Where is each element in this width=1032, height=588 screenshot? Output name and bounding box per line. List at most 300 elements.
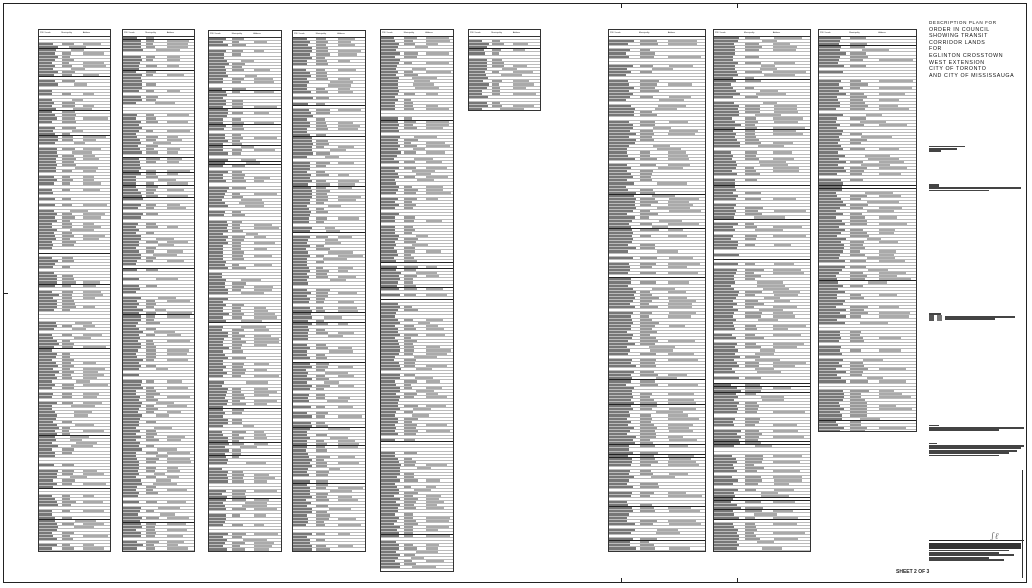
cell-text-bar xyxy=(232,227,240,229)
cell-text-bar xyxy=(158,186,167,188)
cell-text-bar xyxy=(209,143,223,145)
cell-text-bar xyxy=(130,93,138,95)
cell-text-bar xyxy=(316,264,325,266)
cell-text-bar xyxy=(338,292,357,294)
cell-text-bar xyxy=(293,434,307,436)
cell-text-bar xyxy=(316,69,325,71)
cell-text-bar xyxy=(293,63,307,65)
cell-text-bar xyxy=(62,359,75,361)
cell-text-bar xyxy=(316,548,330,550)
cell-text-bar xyxy=(254,480,268,482)
cell-text-bar xyxy=(209,286,225,288)
cell-text-bar xyxy=(293,84,307,86)
cell-text-bar xyxy=(232,236,245,238)
cell-text-bar xyxy=(167,114,189,116)
cell-text-bar xyxy=(146,241,159,243)
cell-text-bar xyxy=(155,309,166,311)
cell-text-bar xyxy=(209,47,218,49)
cell-text-bar xyxy=(293,548,312,550)
cell-text-bar xyxy=(146,442,154,444)
cell-text-bar xyxy=(239,434,253,436)
cell-text-bar xyxy=(325,329,337,331)
cell-text-bar xyxy=(146,315,155,317)
cell-text-bar xyxy=(209,171,228,173)
cell-text-bar xyxy=(146,517,159,519)
cell-text-bar xyxy=(316,276,328,278)
cell-text-bar xyxy=(316,125,327,127)
cell-text-bar xyxy=(232,434,239,436)
cell-text-bar xyxy=(328,41,338,43)
cell-text-bar xyxy=(154,232,167,234)
cell-text-bar xyxy=(123,254,141,256)
cell-text-bar xyxy=(209,403,227,405)
cell-text-bar xyxy=(209,490,226,492)
cell-text-bar xyxy=(325,310,337,312)
cell-text-bar xyxy=(338,440,355,442)
cell-text-bar xyxy=(246,499,254,501)
cell-text-bar xyxy=(307,38,316,40)
cell-text-bar xyxy=(209,38,226,40)
cell-text-bar xyxy=(232,38,244,40)
cell-text-bar xyxy=(62,111,75,113)
cell-text-bar xyxy=(209,69,226,71)
cell-text-bar xyxy=(209,350,223,352)
cell-text-bar xyxy=(308,282,316,284)
cell-text-bar xyxy=(156,430,167,432)
cell-text-bar xyxy=(146,544,154,546)
cell-text-bar xyxy=(123,297,141,299)
cell-text-bar xyxy=(232,335,245,337)
cell-text-bar xyxy=(232,171,242,173)
cell-text-bar xyxy=(83,384,108,386)
cell-text-bar xyxy=(146,244,159,246)
cell-text-bar xyxy=(232,545,240,547)
cell-text-bar xyxy=(39,269,46,271)
cell-text-bar xyxy=(293,251,308,253)
cell-text-bar xyxy=(167,170,190,172)
cell-text-bar xyxy=(62,266,71,268)
cell-text-bar xyxy=(240,545,254,547)
cell-text-bar xyxy=(123,37,137,39)
cell-text-bar xyxy=(327,449,338,451)
cell-text-bar xyxy=(232,245,241,247)
cell-text-bar xyxy=(74,526,94,528)
cell-text-bar xyxy=(45,195,53,197)
cell-text-bar xyxy=(245,493,254,495)
cell-text-bar xyxy=(74,343,83,345)
cell-text-bar xyxy=(146,80,159,82)
cell-text-bar xyxy=(62,384,74,386)
cell-text-bar xyxy=(167,46,188,48)
cell-text-bar xyxy=(129,498,138,500)
cell-text-bar xyxy=(293,57,312,59)
cell-text-bar xyxy=(62,436,71,438)
cell-text-bar xyxy=(325,298,337,300)
cell-text-bar xyxy=(293,533,312,535)
cell-text-bar xyxy=(241,118,254,120)
cell-text-bar xyxy=(52,226,62,228)
cell-text-bar xyxy=(240,224,254,226)
cell-text-bar xyxy=(123,127,142,129)
cell-text-bar xyxy=(123,40,141,42)
cell-text-bar xyxy=(76,127,83,129)
cell-text-bar xyxy=(309,329,316,331)
cell-text-bar xyxy=(123,229,139,231)
cell-text-bar xyxy=(39,117,57,119)
cell-text-bar xyxy=(240,227,254,229)
cell-text-bar xyxy=(325,118,338,120)
cell-text-bar xyxy=(83,393,99,395)
cell-text-bar xyxy=(209,338,224,340)
cell-text-bar xyxy=(223,406,232,408)
cell-text-bar xyxy=(123,359,143,361)
cell-text-bar xyxy=(232,97,245,99)
cell-text-bar xyxy=(243,137,254,139)
cell-text-bar xyxy=(246,88,254,90)
cell-text-bar xyxy=(54,346,62,348)
cell-text-bar xyxy=(39,192,53,194)
cell-text-bar xyxy=(153,260,167,262)
cell-text-bar xyxy=(123,532,141,534)
cell-text-bar xyxy=(242,171,254,173)
cell-text-bar xyxy=(146,238,157,240)
cell-text-bar xyxy=(254,437,267,439)
cell-text-bar xyxy=(241,81,253,83)
cell-text-bar xyxy=(39,46,58,48)
cell-text-bar xyxy=(327,60,338,62)
cell-text-bar xyxy=(54,210,62,212)
cell-text-bar xyxy=(156,204,167,206)
cell-text-bar xyxy=(293,258,307,260)
cell-text-bar xyxy=(307,536,316,538)
cell-text-bar xyxy=(293,202,310,204)
cell-text-bar xyxy=(338,183,355,185)
cell-text-bar xyxy=(223,146,232,148)
cell-text-bar xyxy=(316,242,325,244)
cell-text-bar xyxy=(209,508,226,510)
cell-text-bar xyxy=(244,409,253,411)
cell-text-bar xyxy=(123,170,139,172)
cell-text-bar xyxy=(156,312,167,314)
cell-text-bar xyxy=(136,117,145,119)
cell-text-bar xyxy=(146,541,159,543)
cell-text-bar xyxy=(52,359,61,361)
cell-text-bar xyxy=(154,510,167,512)
cell-text-bar xyxy=(316,78,328,80)
cell-text-bar xyxy=(293,69,306,71)
cell-text-bar xyxy=(146,226,159,228)
cell-text-bar xyxy=(39,436,55,438)
cell-text-bar xyxy=(155,300,167,302)
cell-text-bar xyxy=(241,245,254,247)
cell-text-bar xyxy=(316,335,328,337)
cell-text-bar xyxy=(73,139,83,141)
cell-text-bar xyxy=(146,74,153,76)
cell-text-bar xyxy=(146,427,154,429)
cell-text-bar xyxy=(246,187,254,189)
cell-text-bar xyxy=(146,303,157,305)
cell-text-bar xyxy=(293,255,310,257)
cell-text-bar xyxy=(316,378,329,380)
cell-text-bar xyxy=(232,422,242,424)
cell-text-bar xyxy=(293,50,312,52)
cell-text-bar xyxy=(146,40,154,42)
cell-text-bar xyxy=(338,545,353,547)
cell-text-bar xyxy=(309,109,316,111)
cell-text-bar xyxy=(338,446,358,448)
cell-text-bar xyxy=(232,360,240,362)
cell-text-bar xyxy=(244,363,253,365)
cell-text-bar xyxy=(42,77,56,79)
cell-text-bar xyxy=(254,363,270,365)
cell-text-bar xyxy=(330,456,338,458)
cell-text-bar xyxy=(53,368,62,370)
cell-text-bar xyxy=(307,471,316,473)
cell-text-bar xyxy=(240,91,254,93)
cell-text-bar xyxy=(241,289,253,291)
cell-text-bar xyxy=(70,436,89,438)
cell-text-bar xyxy=(293,335,308,337)
cell-text-bar xyxy=(39,229,57,231)
cell-text-bar xyxy=(246,381,268,383)
cell-text-bar xyxy=(146,510,155,512)
cell-text-bar xyxy=(62,544,70,546)
cell-text-bar xyxy=(254,514,266,516)
cell-text-bar xyxy=(123,65,139,67)
cell-text-bar xyxy=(209,289,228,291)
cell-text-bar xyxy=(209,273,222,275)
cell-text-bar xyxy=(146,390,156,392)
cell-text-bar xyxy=(70,356,83,358)
cell-text-bar xyxy=(223,81,232,83)
cell-text-bar xyxy=(293,159,301,161)
cell-text-bar xyxy=(223,143,232,145)
cell-text-bar xyxy=(307,354,316,356)
cell-text-bar xyxy=(293,190,312,192)
cell-text-bar xyxy=(74,300,83,302)
cell-text-bar xyxy=(45,467,53,469)
cell-text-bar xyxy=(232,112,243,114)
cell-text-bar xyxy=(246,282,254,284)
cell-text-bar xyxy=(158,176,167,178)
cell-text-bar xyxy=(167,523,186,525)
cell-text-bar xyxy=(326,180,338,182)
cell-text-bar xyxy=(146,529,155,531)
cell-text-bar xyxy=(325,406,337,408)
cell-text-bar xyxy=(137,114,146,116)
cell-text-bar xyxy=(62,223,72,225)
cell-text-bar xyxy=(156,189,167,191)
cell-text-bar xyxy=(222,493,232,495)
cell-text-bar xyxy=(146,325,154,327)
cell-text-bar xyxy=(232,397,245,399)
cell-text-bar xyxy=(232,106,243,108)
cell-text-bar xyxy=(157,285,167,287)
cell-text-bar xyxy=(209,131,218,133)
cell-text-bar xyxy=(232,100,243,102)
cell-text-bar xyxy=(241,152,254,154)
cell-text-bar xyxy=(293,428,310,430)
cell-text-bar xyxy=(39,148,57,150)
cell-text-bar xyxy=(224,381,232,383)
cell-text-bar xyxy=(329,378,338,380)
cell-text-bar xyxy=(328,47,338,49)
cell-text-bar xyxy=(223,233,232,235)
cell-text-bar xyxy=(232,66,242,68)
cell-text-bar xyxy=(136,182,146,184)
cell-text-bar xyxy=(62,56,71,58)
cell-text-bar xyxy=(244,258,254,260)
cell-text-bar xyxy=(293,230,310,232)
cell-text-bar xyxy=(123,452,136,454)
cell-text-bar xyxy=(70,439,81,441)
cell-text-bar xyxy=(167,476,179,478)
cell-text-bar xyxy=(254,227,279,229)
cell-text-bar xyxy=(293,38,307,40)
cell-text-bar xyxy=(232,146,241,148)
cell-text-bar xyxy=(316,533,325,535)
cell-text-bar xyxy=(74,161,83,163)
cell-text-bar xyxy=(62,170,72,172)
cell-text-bar xyxy=(39,158,56,160)
cell-text-bar xyxy=(316,63,328,65)
cell-text-bar xyxy=(232,187,246,189)
cell-text-bar xyxy=(48,458,59,460)
cell-text-bar xyxy=(232,44,246,46)
cell-text-bar xyxy=(73,257,83,259)
cell-text-bar xyxy=(52,495,61,497)
cell-text-bar xyxy=(62,65,73,67)
cell-text-bar xyxy=(83,74,99,76)
cell-text-bar xyxy=(209,233,223,235)
cell-text-bar xyxy=(316,183,330,185)
cell-text-bar xyxy=(338,267,354,269)
cell-text-bar xyxy=(254,499,270,501)
cell-text-bar xyxy=(209,66,225,68)
cell-text-bar xyxy=(293,168,310,170)
cell-text-bar xyxy=(52,396,62,398)
cell-text-bar xyxy=(293,480,310,482)
cell-text-bar xyxy=(243,471,254,473)
cell-text-bar xyxy=(52,380,61,382)
cell-text-bar xyxy=(62,445,71,447)
cell-text-bar xyxy=(39,439,56,441)
cell-text-bar xyxy=(293,282,308,284)
cell-text-bar xyxy=(83,238,99,240)
cell-text-bar xyxy=(316,347,328,349)
cell-text-bar xyxy=(43,173,54,175)
cell-text-bar xyxy=(146,476,157,478)
cell-text-bar xyxy=(62,346,73,348)
cell-text-bar xyxy=(167,161,179,163)
cell-text-bar xyxy=(74,365,83,367)
cell-text-bar xyxy=(241,279,261,281)
cell-text-bar xyxy=(70,176,83,178)
cell-text-bar xyxy=(293,468,308,470)
cell-text-bar xyxy=(223,341,232,343)
cell-text-bar xyxy=(123,99,142,101)
cell-text-bar xyxy=(316,97,329,99)
cell-text-bar xyxy=(209,106,223,108)
cell-text-bar xyxy=(83,285,96,287)
cell-text-bar xyxy=(146,523,156,525)
cell-text-bar xyxy=(241,391,254,393)
cell-text-bar xyxy=(155,529,167,531)
cell-text-bar xyxy=(139,90,146,92)
cell-text-bar xyxy=(73,108,91,110)
schedule-column xyxy=(38,29,111,552)
cell-text-bar xyxy=(316,313,328,315)
cell-text-bar xyxy=(62,501,76,503)
cell-text-bar xyxy=(338,375,355,377)
cell-text-bar xyxy=(167,121,188,123)
cell-text-bar xyxy=(83,362,96,364)
cell-text-bar xyxy=(338,456,355,458)
cell-text-bar xyxy=(146,501,157,503)
cell-text-bar xyxy=(123,384,141,386)
cell-text-bar xyxy=(293,385,312,387)
cell-text-bar xyxy=(293,490,310,492)
cell-text-bar xyxy=(62,155,75,157)
cell-text-bar xyxy=(75,424,94,426)
cell-text-bar xyxy=(324,221,338,223)
cell-text-bar xyxy=(325,533,337,535)
cell-text-bar xyxy=(246,496,254,498)
cell-text-bar xyxy=(307,242,316,244)
cell-text-bar xyxy=(123,278,139,280)
cell-text-bar xyxy=(316,236,328,238)
cell-text-bar xyxy=(254,508,278,510)
cell-text-bar xyxy=(136,433,145,435)
cell-text-bar xyxy=(232,91,240,93)
cell-text-bar xyxy=(158,121,167,123)
cell-text-bar xyxy=(39,247,52,249)
cell-text-bar xyxy=(209,499,226,501)
cell-text-bar xyxy=(123,49,143,51)
cell-text-bar xyxy=(39,114,55,116)
cell-text-bar xyxy=(62,513,75,515)
cell-text-bar xyxy=(232,316,242,318)
cell-text-bar xyxy=(209,502,223,504)
cell-text-bar xyxy=(232,403,246,405)
cell-text-bar xyxy=(146,334,155,336)
cell-text-bar xyxy=(123,526,142,528)
cell-text-bar xyxy=(76,164,83,166)
cell-text-bar xyxy=(224,53,232,55)
cell-text-bar xyxy=(52,257,62,259)
cell-text-bar xyxy=(39,418,56,420)
cell-text-bar xyxy=(158,507,181,509)
cell-text-bar xyxy=(316,44,326,46)
cell-text-bar xyxy=(316,375,325,377)
cell-text-bar xyxy=(167,535,183,537)
cell-text-bar xyxy=(62,68,71,70)
cell-text-bar xyxy=(309,276,316,278)
cell-text-bar xyxy=(316,270,329,272)
cell-text-bar xyxy=(167,436,185,438)
cell-text-bar xyxy=(146,520,157,522)
cell-text-bar xyxy=(316,323,328,325)
cell-text-bar xyxy=(159,541,167,543)
cell-text-bar xyxy=(74,278,83,280)
cell-text-bar xyxy=(167,470,180,472)
cell-text-bar xyxy=(209,316,223,318)
cell-text-bar xyxy=(325,354,337,356)
cell-text-bar xyxy=(167,312,192,314)
cell-text-bar xyxy=(123,306,137,308)
cell-text-bar xyxy=(73,538,83,540)
cell-text-bar xyxy=(293,350,307,352)
